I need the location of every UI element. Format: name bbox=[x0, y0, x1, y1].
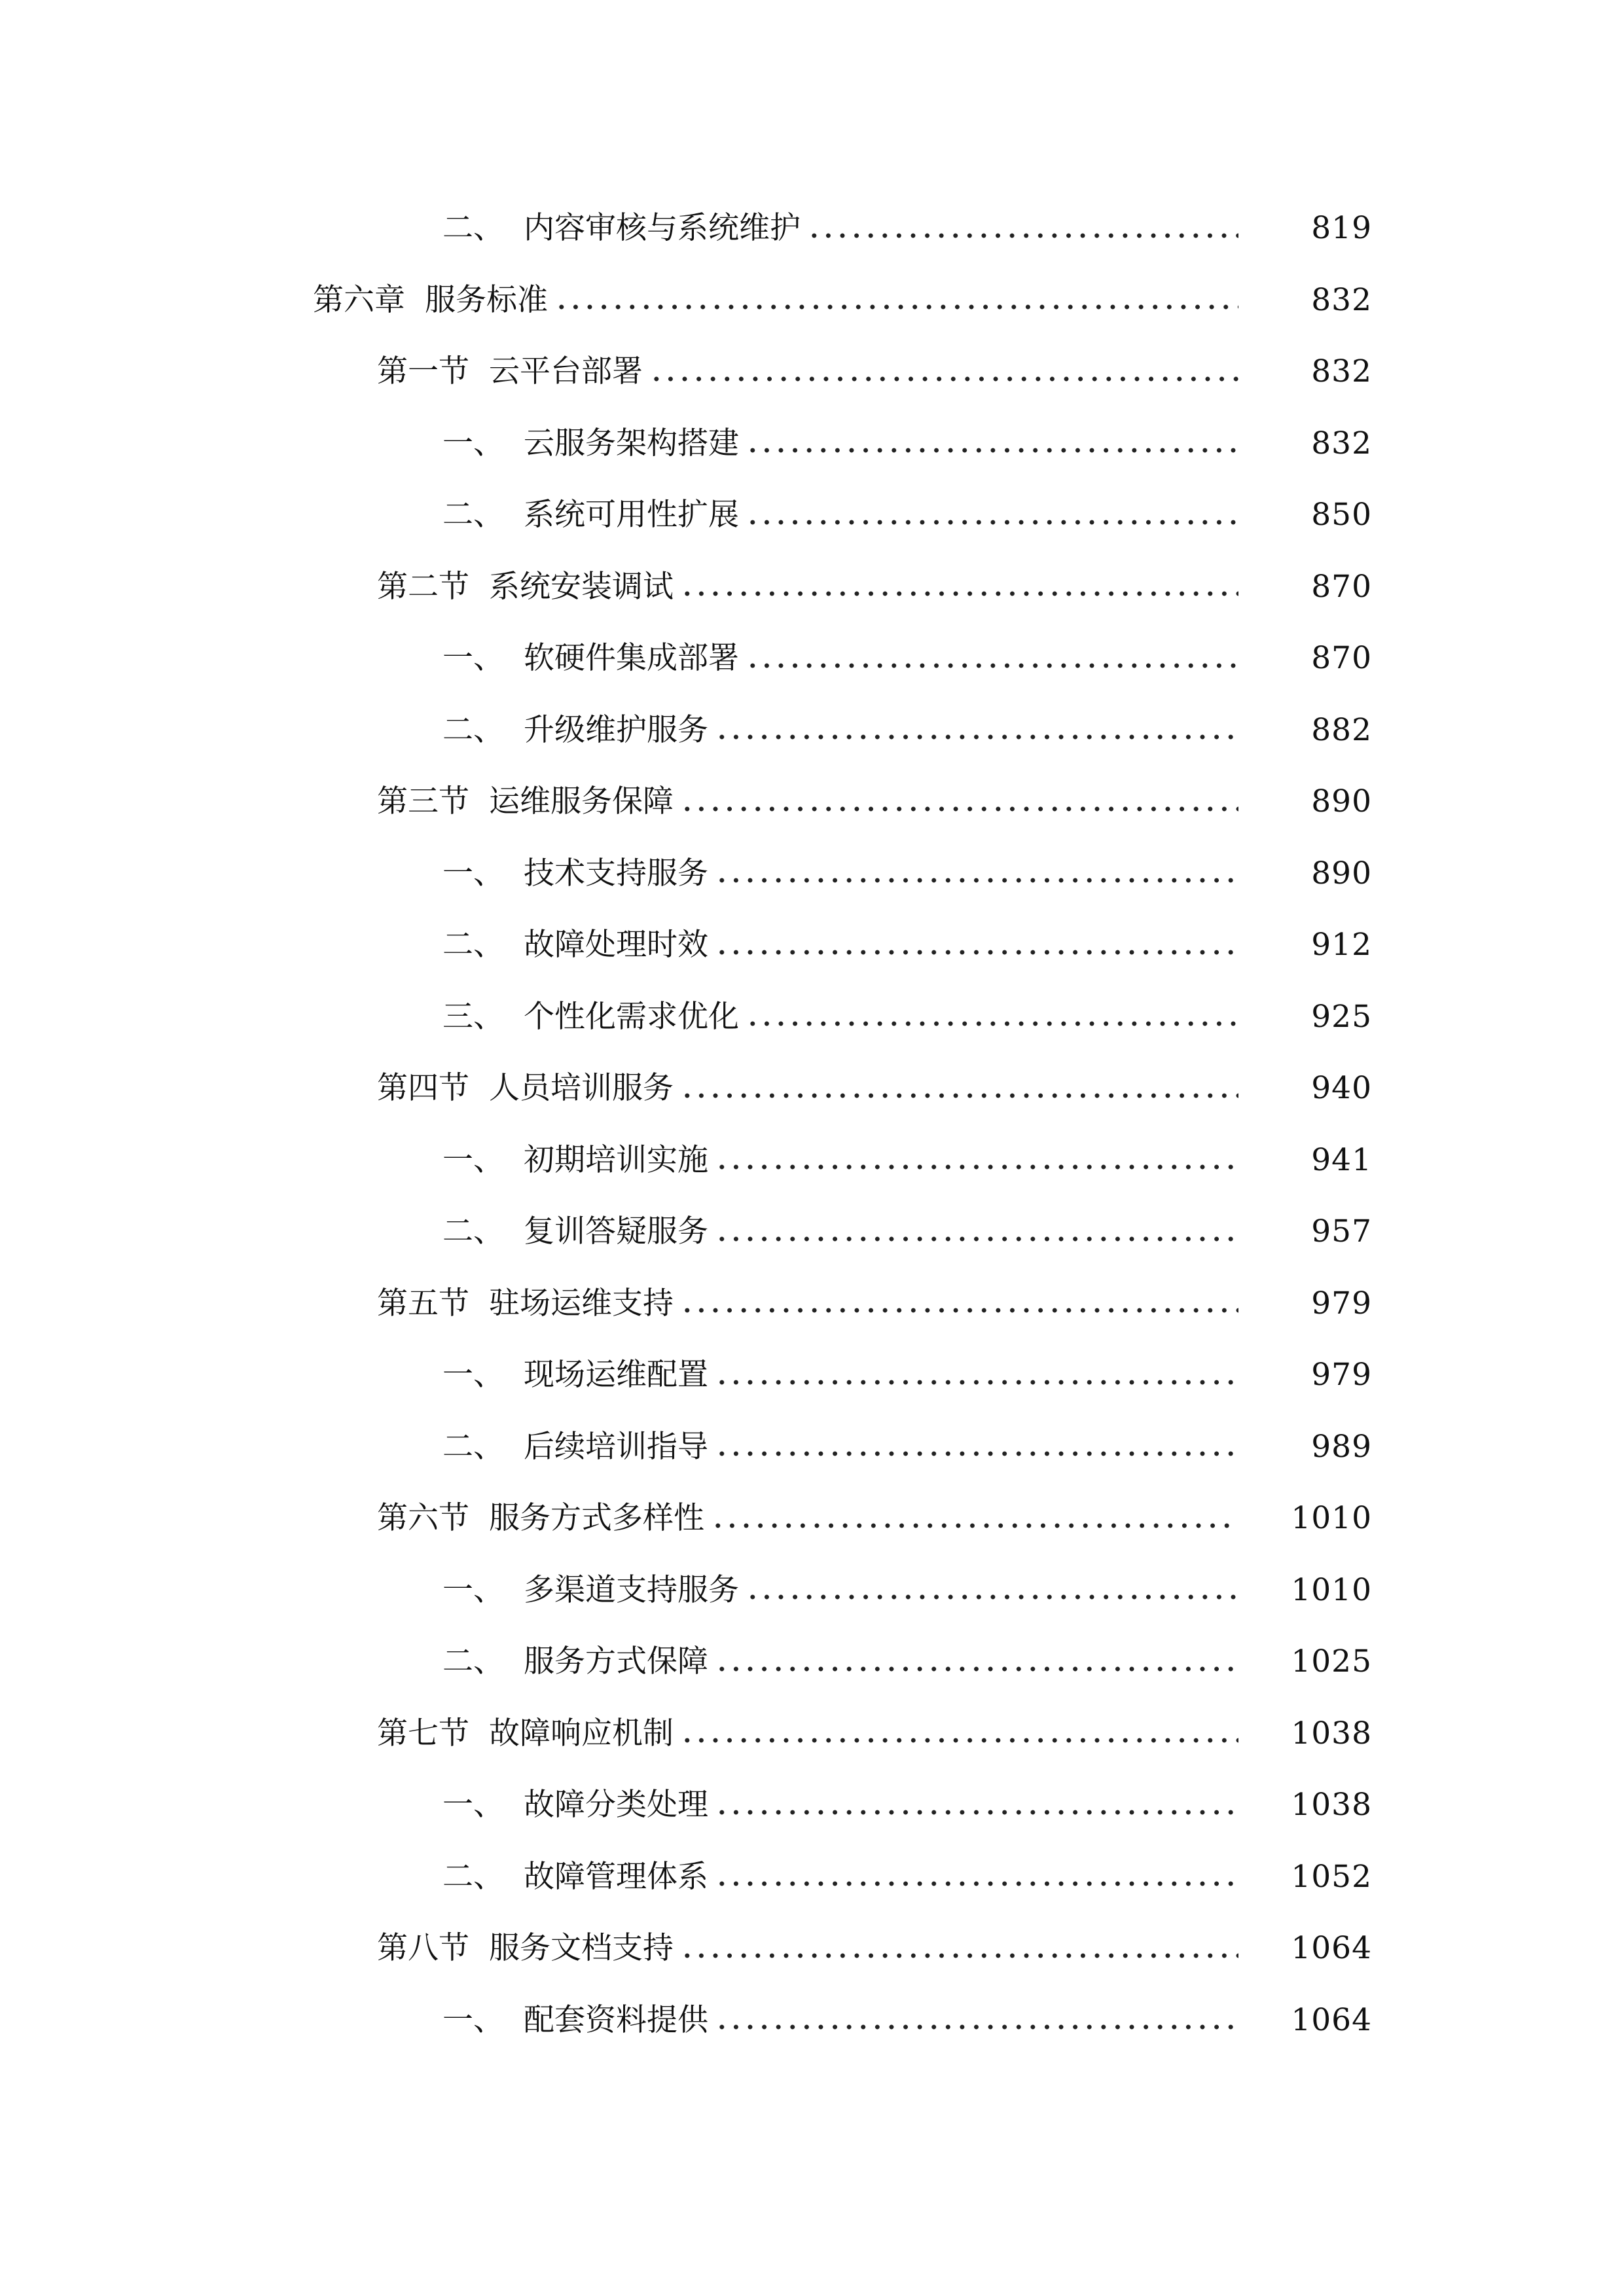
toc-dot-leader bbox=[746, 1021, 1238, 1026]
toc-dot-leader bbox=[680, 1093, 1238, 1098]
toc-entry-item[interactable] bbox=[0, 1411, 1624, 1483]
toc-entry-title: 驻场运维支持 bbox=[489, 1285, 674, 1321]
toc-entry-page-number: 1025 bbox=[1291, 1643, 1372, 1680]
toc-entry-number: 第七节 bbox=[377, 1715, 469, 1751]
toc-dot-leader bbox=[680, 1953, 1238, 1958]
toc-entry-page-number: 940 bbox=[1311, 1070, 1372, 1107]
toc-entry-title: 服务方式多样性 bbox=[489, 1500, 704, 1537]
toc-entry-item[interactable] bbox=[0, 981, 1624, 1053]
toc-entry-title: 个性化需求优化 bbox=[524, 998, 739, 1035]
toc-dot-leader bbox=[746, 1594, 1238, 1600]
toc-entry-title: 服务文档支持 bbox=[489, 1930, 674, 1967]
toc-entry-number: 一、 bbox=[442, 640, 504, 677]
toc-entry-section[interactable] bbox=[0, 1698, 1624, 1770]
toc-entry-page-number: 941 bbox=[1311, 1141, 1372, 1178]
toc-entry-heading bbox=[377, 1500, 704, 1537]
toc-entry-item[interactable] bbox=[0, 1124, 1624, 1196]
toc-entry-title: 人员培训服务 bbox=[489, 1070, 674, 1107]
toc-entry-heading bbox=[442, 711, 708, 748]
toc-entry-number: 一、 bbox=[442, 855, 504, 891]
toc-entry-section[interactable] bbox=[0, 1052, 1624, 1124]
toc-entry-title: 内容审核与系统维护 bbox=[524, 210, 801, 247]
toc-entry-page-number: 1010 bbox=[1291, 1571, 1372, 1608]
toc-entry-heading bbox=[442, 1858, 708, 1895]
toc-entry-page-number: 957 bbox=[1311, 1213, 1372, 1250]
toc-entry-title: 云服务架构搭建 bbox=[524, 425, 739, 461]
toc-entry-heading bbox=[442, 1571, 739, 1608]
toc-dot-leader bbox=[554, 304, 1238, 310]
toc-entry-title: 系统可用性扩展 bbox=[524, 497, 739, 533]
toc-entry-item[interactable] bbox=[0, 1984, 1624, 2056]
toc-dot-leader bbox=[715, 1810, 1238, 1815]
toc-entry-item[interactable] bbox=[0, 479, 1624, 551]
toc-entry-title: 初期培训实施 bbox=[524, 1141, 708, 1178]
toc-entry-number: 二、 bbox=[442, 1643, 504, 1680]
toc-entry-heading bbox=[377, 1070, 674, 1107]
toc-entry-heading bbox=[442, 640, 739, 677]
toc-entry-heading bbox=[377, 1285, 674, 1321]
toc-entry-page-number: 882 bbox=[1311, 711, 1372, 748]
toc-dot-leader bbox=[715, 2024, 1238, 2030]
toc-entry-title: 服务方式保障 bbox=[524, 1643, 708, 1680]
toc-entry-page-number: 870 bbox=[1311, 568, 1372, 605]
toc-entry-number: 二、 bbox=[442, 497, 504, 533]
toc-entry-heading bbox=[442, 497, 739, 533]
toc-entry-number: 第六节 bbox=[377, 1500, 469, 1537]
toc-entry-page-number: 832 bbox=[1311, 353, 1372, 390]
toc-dot-leader bbox=[715, 1380, 1238, 1385]
toc-entry-page-number: 979 bbox=[1311, 1285, 1372, 1321]
toc-entry-number: 第三节 bbox=[377, 783, 469, 820]
toc-entry-number: 二、 bbox=[442, 1213, 504, 1250]
toc-entry-item[interactable] bbox=[0, 1339, 1624, 1411]
toc-entry-page-number: 890 bbox=[1311, 855, 1372, 891]
toc-dot-leader bbox=[680, 1738, 1238, 1743]
toc-dot-leader bbox=[680, 1308, 1238, 1313]
toc-entry-item[interactable] bbox=[0, 838, 1624, 910]
toc-entry-title: 软硬件集成部署 bbox=[524, 640, 739, 677]
toc-entry-page-number: 1010 bbox=[1291, 1500, 1372, 1537]
toc-entry-heading bbox=[442, 1357, 708, 1393]
toc-entry-number: 一、 bbox=[442, 1571, 504, 1608]
toc-entry-page-number: 890 bbox=[1311, 783, 1372, 820]
toc-entry-page-number: 1038 bbox=[1291, 1787, 1372, 1823]
toc-entry-item[interactable] bbox=[0, 192, 1624, 264]
toc-dot-leader bbox=[715, 734, 1238, 740]
toc-entry-heading bbox=[442, 425, 739, 461]
toc-entry-heading bbox=[442, 1428, 708, 1465]
toc-entry-number: 第五节 bbox=[377, 1285, 469, 1321]
toc-entry-section[interactable] bbox=[0, 766, 1624, 838]
toc-entry-number: 第八节 bbox=[377, 1930, 469, 1967]
toc-entry-title: 服务标准 bbox=[425, 281, 548, 318]
toc-entry-number: 第一节 bbox=[377, 353, 469, 390]
toc-entry-number: 二、 bbox=[442, 1428, 504, 1465]
toc-dot-leader bbox=[680, 806, 1238, 812]
toc-entry-page-number: 1064 bbox=[1291, 1930, 1372, 1967]
toc-entry-heading bbox=[377, 783, 674, 820]
toc-entry-number: 二、 bbox=[442, 1858, 504, 1895]
toc-entry-number: 一、 bbox=[442, 2001, 504, 2038]
toc-dot-leader bbox=[715, 950, 1238, 955]
toc-entry-item[interactable] bbox=[0, 1841, 1624, 1913]
toc-entry-section[interactable] bbox=[0, 551, 1624, 623]
toc-entry-title: 升级维护服务 bbox=[524, 711, 708, 748]
toc-entry-title: 现场运维配置 bbox=[524, 1357, 708, 1393]
toc-dot-leader bbox=[649, 376, 1238, 382]
toc-entry-page-number: 1064 bbox=[1291, 2001, 1372, 2038]
toc-entry-number: 第二节 bbox=[377, 568, 469, 605]
toc-entry-item[interactable] bbox=[0, 1196, 1624, 1268]
toc-entry-title: 故障分类处理 bbox=[524, 1787, 708, 1823]
table-of-contents bbox=[0, 192, 1624, 2056]
toc-dot-leader bbox=[746, 448, 1238, 453]
toc-entry-item[interactable] bbox=[0, 909, 1624, 981]
toc-entry-page-number: 850 bbox=[1311, 497, 1372, 533]
toc-entry-heading bbox=[442, 927, 708, 963]
toc-entry-title: 故障响应机制 bbox=[489, 1715, 674, 1751]
toc-entry-heading bbox=[313, 281, 548, 318]
toc-entry-title: 云平台部署 bbox=[489, 353, 643, 390]
toc-dot-leader bbox=[746, 663, 1238, 668]
toc-entry-page-number: 1038 bbox=[1291, 1715, 1372, 1751]
toc-entry-page-number: 925 bbox=[1311, 998, 1372, 1035]
toc-entry-heading bbox=[442, 1213, 708, 1250]
toc-entry-section[interactable] bbox=[0, 336, 1624, 408]
toc-entry-heading bbox=[442, 1643, 708, 1680]
toc-entry-item[interactable] bbox=[0, 1769, 1624, 1841]
toc-entry-number: 二、 bbox=[442, 927, 504, 963]
toc-entry-page-number: 979 bbox=[1311, 1357, 1372, 1393]
toc-entry-page-number: 870 bbox=[1311, 640, 1372, 677]
toc-entry-heading bbox=[377, 353, 643, 390]
toc-entry-title: 系统安装调试 bbox=[489, 568, 674, 605]
toc-entry-heading bbox=[442, 1787, 708, 1823]
toc-entry-number: 一、 bbox=[442, 1787, 504, 1823]
toc-entry-page-number: 1052 bbox=[1291, 1858, 1372, 1895]
toc-entry-page-number: 989 bbox=[1311, 1428, 1372, 1465]
toc-dot-leader bbox=[715, 1881, 1238, 1886]
toc-entry-section[interactable] bbox=[0, 1268, 1624, 1340]
toc-entry-item[interactable] bbox=[0, 408, 1624, 480]
toc-entry-number: 第六章 bbox=[313, 281, 405, 318]
toc-entry-heading bbox=[442, 1141, 708, 1178]
toc-dot-leader bbox=[807, 233, 1238, 238]
toc-dot-leader bbox=[746, 520, 1238, 525]
toc-entry-heading bbox=[377, 1715, 674, 1751]
toc-dot-leader bbox=[715, 1666, 1238, 1672]
toc-entry-number: 二、 bbox=[442, 210, 504, 247]
toc-entry-heading bbox=[442, 2001, 708, 2038]
toc-entry-title: 复训答疑服务 bbox=[524, 1213, 708, 1250]
toc-entry-title: 故障管理体系 bbox=[524, 1858, 708, 1895]
toc-entry-page-number: 912 bbox=[1311, 927, 1372, 963]
toc-entry-heading bbox=[442, 855, 708, 891]
toc-entry-title: 故障处理时效 bbox=[524, 927, 708, 963]
toc-entry-section[interactable] bbox=[0, 1482, 1624, 1554]
toc-entry-item[interactable] bbox=[0, 622, 1624, 694]
toc-entry-number: 二、 bbox=[442, 711, 504, 748]
toc-entry-heading bbox=[442, 998, 739, 1035]
toc-entry-page-number: 832 bbox=[1311, 425, 1372, 461]
toc-dot-leader bbox=[715, 1164, 1238, 1170]
toc-dot-leader bbox=[680, 591, 1238, 596]
toc-entry-heading bbox=[377, 1930, 674, 1967]
toc-dot-leader bbox=[715, 878, 1238, 883]
toc-dot-leader bbox=[715, 1236, 1238, 1242]
toc-entry-item[interactable] bbox=[0, 1626, 1624, 1698]
toc-entry-title: 技术支持服务 bbox=[524, 855, 708, 891]
toc-entry-heading bbox=[377, 568, 674, 605]
toc-entry-number: 一、 bbox=[442, 425, 504, 461]
toc-entry-page-number: 832 bbox=[1311, 281, 1372, 318]
toc-entry-page-number: 819 bbox=[1311, 210, 1372, 247]
toc-entry-chapter[interactable] bbox=[0, 264, 1624, 336]
toc-entry-number: 三、 bbox=[442, 998, 504, 1035]
toc-entry-number: 一、 bbox=[442, 1357, 504, 1393]
toc-entry-title: 配套资料提供 bbox=[524, 2001, 708, 2038]
toc-entry-item[interactable] bbox=[0, 694, 1624, 766]
toc-entry-section[interactable] bbox=[0, 1912, 1624, 1984]
toc-entry-title: 后续培训指导 bbox=[524, 1428, 708, 1465]
toc-entry-title: 运维服务保障 bbox=[489, 783, 674, 820]
toc-dot-leader bbox=[715, 1451, 1238, 1456]
toc-entry-number: 一、 bbox=[442, 1141, 504, 1178]
toc-entry-number: 第四节 bbox=[377, 1070, 469, 1107]
toc-entry-heading bbox=[442, 210, 801, 247]
toc-entry-item[interactable] bbox=[0, 1554, 1624, 1626]
toc-dot-leader bbox=[711, 1523, 1238, 1528]
toc-entry-title: 多渠道支持服务 bbox=[524, 1571, 739, 1608]
